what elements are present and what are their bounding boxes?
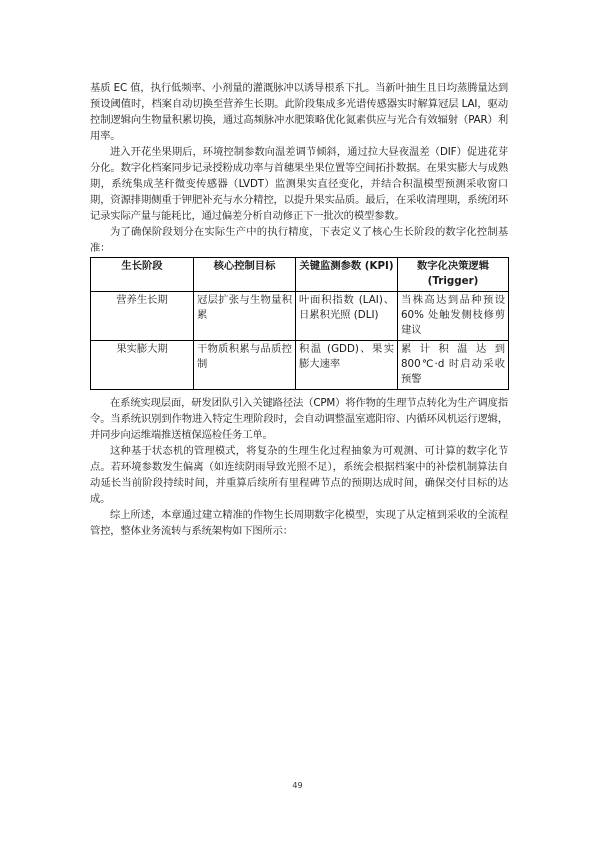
table-cell: 营养生长期 bbox=[91, 292, 194, 341]
paragraph-4: 在系统实现层面，研发团队引入关键路径法（CPM）将作物的生理节点转化为生产调度指令。当系统识别到作物进入特定生理阶段时，会自动调整温室遮阳帘、内循环风机运行逻辑，并同步向运维端推送植保巡检任务工单。 bbox=[90, 397, 508, 441]
table-cell: 干物质积累与品质控制 bbox=[194, 341, 296, 390]
table-header-cell: 关键监测参数 (KPI) bbox=[296, 258, 398, 292]
paragraph-6: 综上所述，本章通过建立精准的作物生长周期数字化模型，实现了从定植到采收的全流程管控，整体业务流转与系统架构如下图所示： bbox=[90, 509, 508, 537]
table-cell: 叶面积指数 (LAI)、日累积光照 (DLI) bbox=[296, 292, 398, 341]
paragraph-3: 为了确保阶段划分在实际生产中的执行精度，下表定义了核心生长阶段的数字化控制基准： bbox=[90, 226, 508, 254]
paragraph-1: 基质 EC 值，执行低频率、小剂量的灌溉脉冲以诱导根系下扎。当新叶抽生且日均蒸腾量达到预设阈值时，档案自动切换至营养生长期。此阶段集成多光谱传感器实时解算冠层 LAI，驱动控制逻辑向生物量积累切换，通过高频脉冲水肥策略优化氮素供应与光合有效辐射（PAR）利用率。 bbox=[90, 82, 508, 142]
page-content bbox=[90, 80, 508, 539]
stage-control-table bbox=[90, 257, 509, 390]
paragraph-2: 进入开花坐果期后，环境控制参数向温差调节倾斜，通过拉大昼夜温差（DIF）促进花芽分化。数字化档案同步记录授粉成功率与首穗果坐果位置等空间拓扑数据。在果实膨大与成熟期，系统集成茎秆微变传感器（LVDT）监测果实直径变化，并结合积温模型预测采收窗口期，资源排期侧重于钾肥补充与水分精控，以提升果实品质。最后，在采收清理期，系统闭环记录实际产量与能耗比，通过偏差分析自动修正下一批次的模型参数。 bbox=[90, 146, 508, 222]
table-cell: 冠层扩张与生物量积累 bbox=[194, 292, 296, 341]
table-row bbox=[91, 341, 509, 390]
table-header-cell: 核心控制目标 bbox=[194, 258, 296, 292]
table-cell: 累计积温达到 800℃·d 时启动采收预警 bbox=[398, 341, 509, 390]
table-cell: 当株高达到品种预设 60% 处触发侧枝修剪建议 bbox=[398, 292, 509, 341]
table-header-cell: 数字化决策逻辑 (Trigger) bbox=[398, 258, 509, 292]
table-header-row bbox=[91, 258, 509, 292]
page-number: 49 bbox=[292, 781, 303, 790]
table-row bbox=[91, 292, 509, 341]
table-cell: 积温 (GDD)、果实膨大速率 bbox=[296, 341, 398, 390]
table-header-cell: 生长阶段 bbox=[91, 258, 194, 292]
table-cell: 果实膨大期 bbox=[91, 341, 194, 390]
paragraph-5: 这种基于状态机的管理模式，将复杂的生理生化过程抽象为可观测、可计算的数字化节点。若环境参数发生偏离（如连续阴雨导致光照不足），系统会根据档案中的补偿机制算法自动延长当前阶段持续时间，并重算后续所有里程碑节点的预期达成时间，确保交付目标的达成。 bbox=[90, 445, 508, 505]
